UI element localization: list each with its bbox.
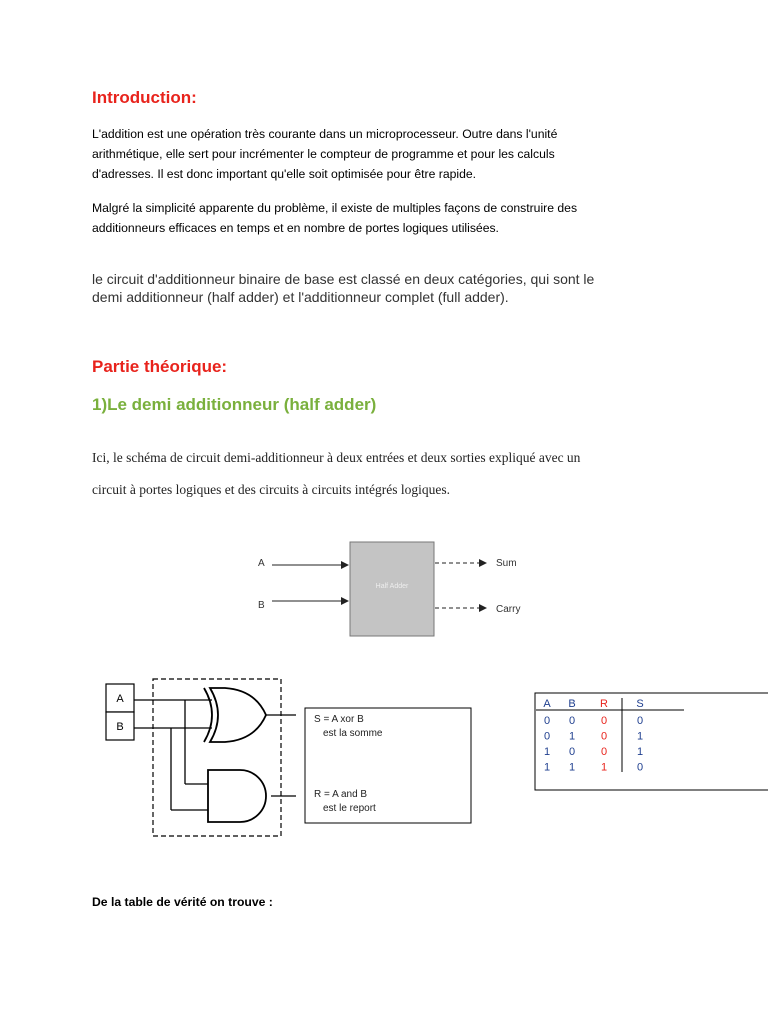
- input-a-label: A: [116, 693, 124, 705]
- truth-table-cell: 1: [543, 761, 551, 774]
- input-b-label: B: [116, 721, 124, 733]
- text-line: arithmétique, elle sert pour incrémenter le compteur de programme et pour les calculs: [92, 147, 555, 161]
- truth-table-cell: 0: [600, 715, 608, 727]
- and-gate: [208, 770, 266, 822]
- text-line: le circuit d'additionneur binaire de base est classé en deux catégories, qui sont le: [92, 271, 595, 287]
- sum-label: Sum: [496, 558, 517, 569]
- truth-table-cell: 1: [543, 746, 551, 758]
- truth-table-header: R: [600, 698, 608, 710]
- text-line: Malgré la simplicité apparente du problème, il existe de multiples façons de construire des: [92, 201, 578, 215]
- footer-text: De la table de vérité on trouve :: [92, 895, 273, 909]
- truth-table-cell: 1: [636, 730, 644, 743]
- intro-title: Introduction:: [92, 88, 197, 107]
- xor-gate: [204, 688, 266, 742]
- xor-note-line-1: S = A xor B: [314, 714, 364, 725]
- truth-table-cell: 0: [600, 746, 608, 758]
- block-input-b-label: B: [258, 600, 265, 611]
- truth-table-cell: 1: [568, 730, 576, 743]
- truth-table: [534, 692, 768, 792]
- and-note-line-2: est le report: [323, 803, 376, 814]
- xor-note-line-2: est la somme: [323, 728, 383, 739]
- text-line: d'adresses. Il est donc important qu'elle soit optimisée pour être rapide.: [92, 167, 477, 181]
- truth-table-header: A: [543, 698, 551, 710]
- truth-table-cell: 0: [543, 715, 551, 727]
- text-line: L'addition est une opération très courante dans un microprocesseur. Outre dans l'unité: [92, 127, 558, 141]
- logic-gate-diagram: [100, 676, 480, 838]
- carry-label: Carry: [496, 604, 521, 615]
- text-line: additionneurs efficaces en temps et en nombre de portes logiques utilisées.: [92, 221, 499, 235]
- truth-table-cell: 0: [543, 730, 551, 743]
- half-adder-block-diagram: [250, 535, 540, 645]
- truth-table-cell: 0: [568, 746, 576, 758]
- and-note-line-1: R = A and B: [314, 789, 368, 800]
- theory-title: Partie théorique:: [92, 357, 228, 376]
- half-adder-box-label: Half Adder: [375, 583, 409, 590]
- truth-table-cell: 0: [636, 761, 644, 774]
- truth-table-cell: 0: [600, 730, 608, 743]
- intro-paragraph-1: [92, 124, 557, 184]
- theory-line-2: circuit à portes logiques et des circuits à circuits intégrés logiques.: [92, 482, 451, 497]
- truth-table-cell: 1: [636, 746, 644, 758]
- intro-paragraph-3: [92, 270, 594, 306]
- theory-subtitle: 1)Le demi additionneur (half adder): [92, 395, 377, 414]
- truth-table-header: B: [568, 698, 576, 710]
- truth-table-header: S: [636, 698, 644, 710]
- text-line: demi additionneur (half adder) et l'additionneur complet (full adder).: [92, 289, 509, 305]
- truth-table-cell: 1: [600, 761, 608, 774]
- truth-table-cell: 1: [568, 761, 576, 774]
- theory-line-1: Ici, le schéma de circuit demi-additionneur à deux entrées et deux sorties expliqué avec un: [92, 450, 581, 465]
- truth-table-cells: [543, 698, 643, 774]
- truth-table-cell: 0: [636, 715, 644, 727]
- block-input-a-label: A: [258, 558, 265, 569]
- truth-table-cell: 0: [568, 715, 576, 727]
- intro-paragraph-2: [92, 198, 577, 238]
